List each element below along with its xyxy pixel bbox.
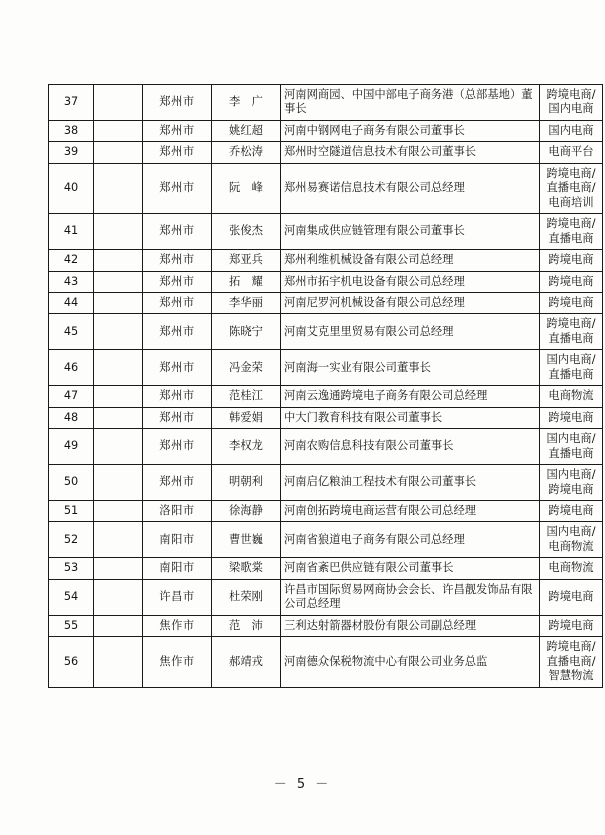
cell-field-tags [540,142,603,163]
field-tag: 跨境电商/ [546,640,596,654]
cell-field-tags [540,350,603,386]
cell-organization-title: 许昌市国际贸易网商协会会长、许昌靓发饰品有限公司总经理 [281,579,540,615]
field-tag: 跨境电商/ [546,317,596,331]
field-tag: 直播电商 [548,367,594,381]
roster-table-container [48,84,596,688]
cell-organization-title: 郑州易赛诺信息技术有限公司总经理 [281,163,540,213]
field-tag: 跨境电商 [548,590,594,603]
table-row [49,142,603,163]
cell-city: 南阳市 [143,522,212,558]
cell-blank [94,120,143,141]
cell-field-tags [540,465,603,501]
cell-city: 郑州市 [143,465,212,501]
cell-city: 郑州市 [143,292,212,313]
cell-blank [94,214,143,250]
cell-person-name: 姚红超 [212,120,281,141]
cell-city: 郑州市 [143,250,212,271]
field-tag: 电商物流 [548,389,594,403]
cell-person-name: 拓 耀 [212,271,281,292]
cell-organization-title: 郑州时空隧道信息技术有限公司董事长 [281,142,540,163]
cell-index: 47 [49,386,94,407]
field-tag: 跨境电商 [548,410,594,424]
table-row [49,579,603,615]
cell-person-name: 范 沛 [212,615,281,636]
cell-index: 42 [49,250,94,271]
cell-person-name: 阮 峰 [212,163,281,213]
cell-field-tags [540,579,603,615]
cell-blank [94,465,143,501]
cell-blank [94,163,143,213]
table-row [49,292,603,313]
table-row [49,637,603,687]
cell-organization-title: 三利达射箭器材股份有限公司副总经理 [281,615,540,636]
cell-blank [94,314,143,350]
cell-index: 37 [49,85,94,121]
table-row [49,558,603,579]
table-row [49,120,603,141]
cell-index: 38 [49,120,94,141]
cell-blank [94,407,143,428]
cell-index: 41 [49,214,94,250]
cell-organization-title: 郑州市拓宇机电设备有限公司总经理 [281,271,540,292]
field-tag: 跨境电商/ [546,88,596,101]
field-tag: 跨境电商 [548,274,594,288]
table-row [49,350,603,386]
cell-city: 郑州市 [143,314,212,350]
cell-person-name: 冯金荣 [212,350,281,386]
cell-field-tags [540,637,603,687]
cell-index: 44 [49,292,94,313]
cell-index: 56 [49,637,94,687]
cell-person-name: 李 广 [212,85,281,121]
cell-person-name: 梁歌棠 [212,558,281,579]
cell-city: 郑州市 [143,350,212,386]
cell-blank [94,142,143,163]
cell-field-tags [540,271,603,292]
cell-organization-title: 河南启亿粮油工程技术有限公司董事长 [281,465,540,501]
cell-blank [94,350,143,386]
field-tag: 国内电商/ [546,525,596,539]
table-row [49,386,603,407]
cell-person-name: 李权龙 [212,429,281,465]
cell-city: 郑州市 [143,407,212,428]
cell-city: 许昌市 [143,579,212,615]
table-row [49,214,603,250]
field-tag: 跨境电商/ [546,166,596,180]
cell-index: 54 [49,579,94,615]
cell-city: 郑州市 [143,429,212,465]
table-row [49,465,603,501]
field-tag: 跨境电商 [548,503,594,517]
cell-field-tags [540,500,603,521]
cell-organization-title: 郑州利维机械设备有限公司总经理 [281,250,540,271]
cell-city: 郑州市 [143,142,212,163]
cell-field-tags [540,250,603,271]
cell-organization-title: 河南德众保税物流中心有限公司业务总监 [281,637,540,687]
cell-field-tags [540,120,603,141]
cell-index: 48 [49,407,94,428]
table-row [49,85,603,121]
cell-blank [94,271,143,292]
roster-table-body [49,85,603,688]
cell-organization-title: 河南省狼道电子商务有限公司总经理 [281,522,540,558]
roster-table [48,84,603,688]
cell-index: 39 [49,142,94,163]
cell-person-name: 陈晓宁 [212,314,281,350]
cell-index: 45 [49,314,94,350]
cell-field-tags [540,386,603,407]
cell-city: 郑州市 [143,386,212,407]
cell-field-tags [540,292,603,313]
cell-person-name: 范桂江 [212,386,281,407]
cell-index: 49 [49,429,94,465]
cell-city: 郑州市 [143,85,212,121]
field-tag: 电商物流 [548,561,594,575]
cell-field-tags [540,85,603,121]
field-tag: 直播电商 [548,331,594,345]
field-tag: 跨境电商/ [546,217,596,231]
field-tag: 跨境电商 [548,618,594,632]
field-tag: 直播电商/ [546,654,596,668]
cell-person-name: 郝靖戎 [212,637,281,687]
field-tag: 电商培训 [548,195,594,209]
cell-organization-title: 河南创拓跨境电商运营有限公司总经理 [281,500,540,521]
cell-organization-title: 河南农购信息科技有限公司董事长 [281,429,540,465]
cell-city: 郑州市 [143,271,212,292]
cell-blank [94,615,143,636]
field-tag: 直播电商/ [546,181,596,195]
cell-blank [94,429,143,465]
cell-person-name: 郑亚兵 [212,250,281,271]
cell-index: 55 [49,615,94,636]
cell-field-tags [540,429,603,465]
cell-person-name: 韩爱娟 [212,407,281,428]
field-tag: 跨境电商 [548,295,594,309]
cell-field-tags [540,314,603,350]
cell-blank [94,386,143,407]
cell-city: 焦作市 [143,615,212,636]
cell-blank [94,292,143,313]
cell-organization-title: 河南艾克里里贸易有限公司总经理 [281,314,540,350]
cell-index: 46 [49,350,94,386]
table-row [49,407,603,428]
field-tag: 跨境电商 [548,482,594,496]
cell-blank [94,522,143,558]
field-tag: 跨境电商 [548,253,594,267]
table-row [49,271,603,292]
cell-blank [94,500,143,521]
cell-index: 40 [49,163,94,213]
field-tag: 国内电商/ [546,353,596,367]
field-tag: 电商物流 [548,539,594,553]
table-row [49,500,603,521]
cell-organization-title: 河南云逸通跨境电子商务有限公司总经理 [281,386,540,407]
cell-city: 郑州市 [143,214,212,250]
cell-field-tags [540,522,603,558]
cell-person-name: 乔松涛 [212,142,281,163]
cell-person-name: 张俊杰 [212,214,281,250]
field-tag: 国内电商 [548,102,594,116]
cell-blank [94,579,143,615]
cell-field-tags [540,163,603,213]
cell-blank [94,637,143,687]
page-number: － 5 － [273,777,332,792]
cell-organization-title: 河南尼罗河机械设备有限公司总经理 [281,292,540,313]
cell-person-name: 徐海静 [212,500,281,521]
table-row [49,522,603,558]
cell-person-name: 李华丽 [212,292,281,313]
cell-index: 51 [49,500,94,521]
cell-organization-title: 河南海一实业有限公司董事长 [281,350,540,386]
table-row [49,615,603,636]
cell-organization-title: 河南集成供应链管理有限公司董事长 [281,214,540,250]
cell-field-tags [540,214,603,250]
field-tag: 国内电商 [548,123,594,137]
cell-index: 53 [49,558,94,579]
cell-index: 52 [49,522,94,558]
cell-blank [94,85,143,121]
field-tag: 直播电商 [548,446,594,460]
cell-field-tags [540,407,603,428]
cell-field-tags [540,558,603,579]
cell-city: 郑州市 [143,163,212,213]
cell-organization-title: 河南网商园、中国中部电子商务港（总部基地）董事长 [281,85,540,121]
table-row [49,314,603,350]
cell-organization-title: 河南中钢网电子商务有限公司董事长 [281,120,540,141]
cell-index: 50 [49,465,94,501]
field-tag: 国内电商/ [546,468,596,482]
cell-field-tags [540,615,603,636]
cell-city: 洛阳市 [143,500,212,521]
field-tag: 国内电商/ [546,432,596,446]
cell-person-name: 杜荣刚 [212,579,281,615]
cell-city: 南阳市 [143,558,212,579]
cell-blank [94,250,143,271]
table-row [49,429,603,465]
cell-blank [94,558,143,579]
field-tag: 智慧物流 [548,669,594,683]
field-tag: 直播电商 [548,231,594,245]
cell-organization-title: 河南省紊巴供应链有限公司董事长 [281,558,540,579]
cell-city: 焦作市 [143,637,212,687]
cell-organization-title: 中大门教育科技有限公司董事长 [281,407,540,428]
cell-index: 43 [49,271,94,292]
field-tag: 电商平台 [548,145,594,159]
cell-person-name: 明朝利 [212,465,281,501]
table-row [49,163,603,213]
cell-person-name: 曹世巍 [212,522,281,558]
table-row [49,250,603,271]
cell-city: 郑州市 [143,120,212,141]
